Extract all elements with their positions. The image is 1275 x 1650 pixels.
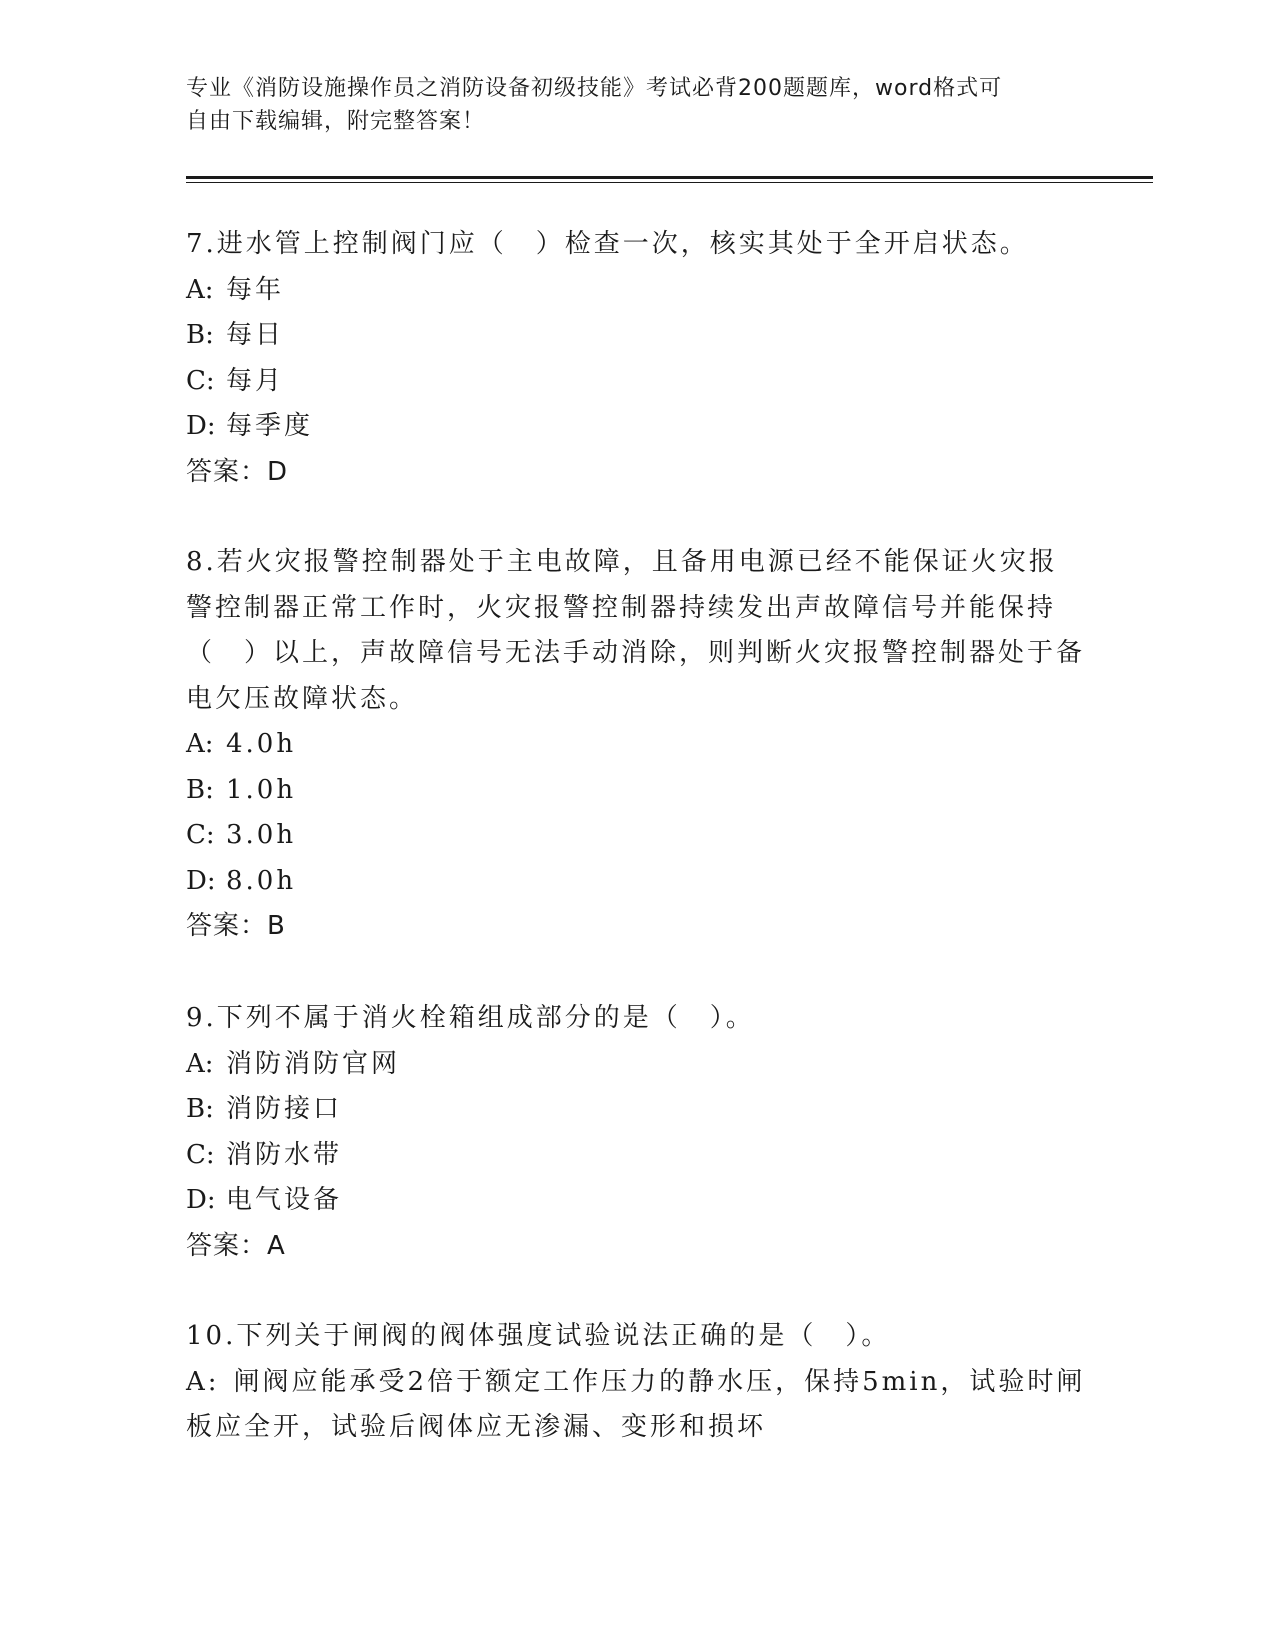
header-line-2: 自由下载编辑，附完整答案！ (186, 109, 486, 134)
question-stem: 7.进水管上控制阀门应（ ）检查一次，核实其处于全开启状态。 (186, 229, 1029, 259)
option-d (186, 404, 1086, 450)
question-9 (186, 996, 1086, 1269)
option-b (186, 1087, 1086, 1133)
option-key: A: (186, 274, 214, 305)
option-key: D: (186, 865, 216, 896)
option-key: C: (186, 1139, 215, 1170)
option-text: 消防消防官网 (226, 1048, 401, 1079)
option-text: 电气设备 (226, 1185, 343, 1215)
header-divider-thick (186, 176, 1153, 179)
option-key: A: (186, 1048, 214, 1079)
question-7 (186, 222, 1086, 495)
option-key: C: (186, 820, 215, 850)
option-b (186, 313, 1086, 359)
option-d (186, 859, 1086, 905)
option-text: 每日 (226, 320, 285, 350)
option-b (186, 768, 1086, 814)
option-key: B: (186, 320, 214, 350)
option-key: B: (186, 774, 214, 805)
answer-label: 答案：B (186, 911, 286, 941)
option-key: D: (186, 411, 216, 441)
option-text: 消防接口 (226, 1094, 343, 1124)
question-8 (186, 540, 1086, 950)
option-text: 闸阀应能承受2倍于额定工作压力的静水压，保持5min，试验时闸板应全开，试验后阀体应无渗漏、变形和损坏 (186, 1366, 1086, 1442)
document-header (186, 72, 1066, 138)
answer-label: 答案：A (186, 1230, 286, 1261)
option-c (186, 1133, 1086, 1179)
question-stem: 10.下列关于闸阀的阀体强度试验说法正确的是（ ）。 (186, 1321, 891, 1351)
option-d (186, 1178, 1086, 1224)
option-text: 每季度 (226, 411, 314, 441)
answer-label: 答案：D (186, 456, 289, 487)
option-c (186, 359, 1086, 405)
option-text: 4.0h (226, 729, 297, 759)
header-divider-thin (186, 182, 1153, 183)
option-text: 8.0h (226, 865, 297, 896)
option-a (186, 1042, 1086, 1088)
option-a (186, 722, 1086, 768)
option-text: 每年 (226, 274, 285, 305)
question-stem: 9.下列不属于消火栓箱组成部分的是（ ）。 (186, 1003, 755, 1033)
option-a (186, 1360, 1086, 1451)
option-text: 1.0h (226, 774, 297, 805)
option-key: A: (186, 729, 214, 759)
option-key: D: (186, 1185, 216, 1215)
option-key: B: (186, 1094, 214, 1124)
option-text: 消防水带 (226, 1139, 343, 1170)
option-a (186, 268, 1086, 314)
header-line-1: 专业《消防设施操作员之消防设备初级技能》考试必背200题题库，word格式可 (186, 76, 1003, 101)
option-key: A: (186, 1366, 220, 1397)
option-text: 每月 (226, 365, 285, 396)
option-key: C: (186, 365, 215, 396)
question-10 (186, 1314, 1086, 1451)
question-stem: 8.若火灾报警控制器处于主电故障，且备用电源已经不能保证火灾报警控制器正常工作时，火灾报警控制器持续发出声故障信号并能保持（ ）以上，声故障信号无法手动消除，则判断火灾报警控制器处于备电欠压故障状态。 (186, 547, 1086, 714)
option-c (186, 813, 1086, 859)
option-text: 3.0h (226, 820, 297, 850)
